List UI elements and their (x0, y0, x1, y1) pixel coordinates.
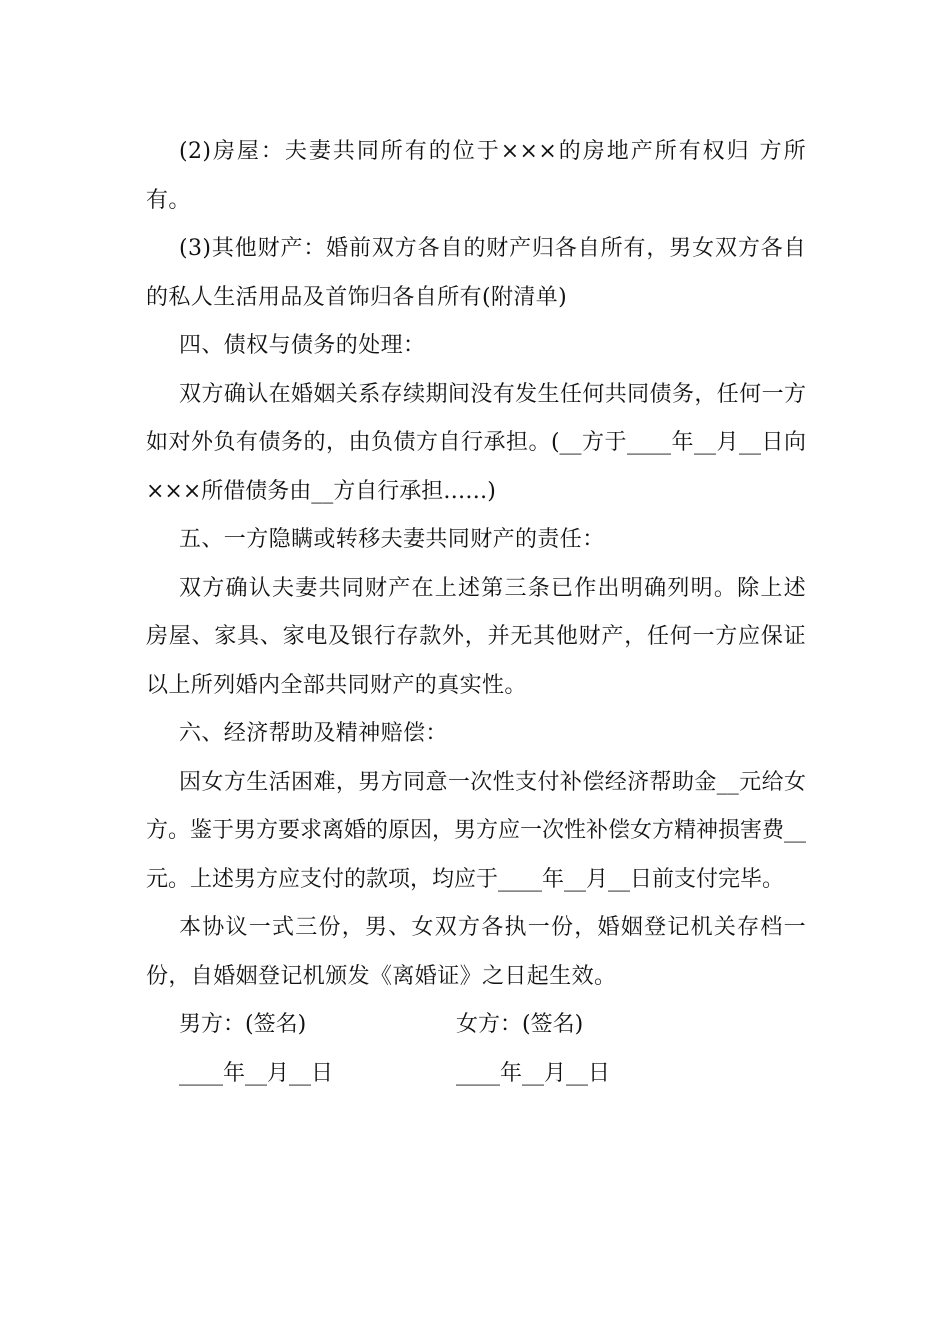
section-heading-concealment: 五、一方隐瞒或转移夫妻共同财产的责任： (179, 527, 605, 552)
female-signature-date: ____年__月__日 (456, 1060, 611, 1086)
paragraph-compensation: 因女方生活困难，男方同意一次性支付补偿经济帮助金__元给女方。鉴于男方要求离婚的原因，男方应一次性补偿女方精神损害费__元。上述男方应支付的款项，均应于____年__月__日前支付完毕。 (146, 769, 807, 892)
paragraph-debts: 双方确认在婚姻关系存续期间没有发生任何共同债务，任何一方如对外负有债务的，由负债方自行承担。(__方于____年__月__日向×××所借债务由__方自行承担……) (146, 381, 806, 504)
female-signature-label: 女方：(签名) (456, 1012, 584, 1037)
document-body (146, 128, 806, 1098)
male-signature-date: ____年__月__日 (179, 1060, 334, 1086)
paragraph-house: (2)房屋：夫妻共同所有的位于×××的房地产所有权归 方所有。 (146, 139, 806, 213)
paragraph-concealment: 双方确认夫妻共同财产在上述第三条已作出明确列明。除上述房屋、家具、家电及银行存款外，并无其他财产，任何一方应保证以上所列婚内全部共同财产的真实性。 (146, 575, 806, 698)
signature-date-row (146, 1050, 806, 1099)
section-heading-compensation: 六、经济帮助及精神赔偿： (179, 721, 448, 746)
signature-label-row (146, 1001, 806, 1050)
paragraph-copies: 本协议一式三份，男、女双方各执一份，婚姻登记机关存档一份，自婚姻登记机颁发《离婚证》之日起生效。 (146, 915, 806, 989)
section-heading-debts: 四、债权与债务的处理： (179, 333, 426, 358)
male-signature-label: 男方：(签名) (179, 1012, 307, 1037)
paragraph-other-property: (3)其他财产：婚前双方各自的财产归各自所有，男女双方各自的私人生活用品及首饰归各自所有(附清单) (146, 236, 806, 310)
